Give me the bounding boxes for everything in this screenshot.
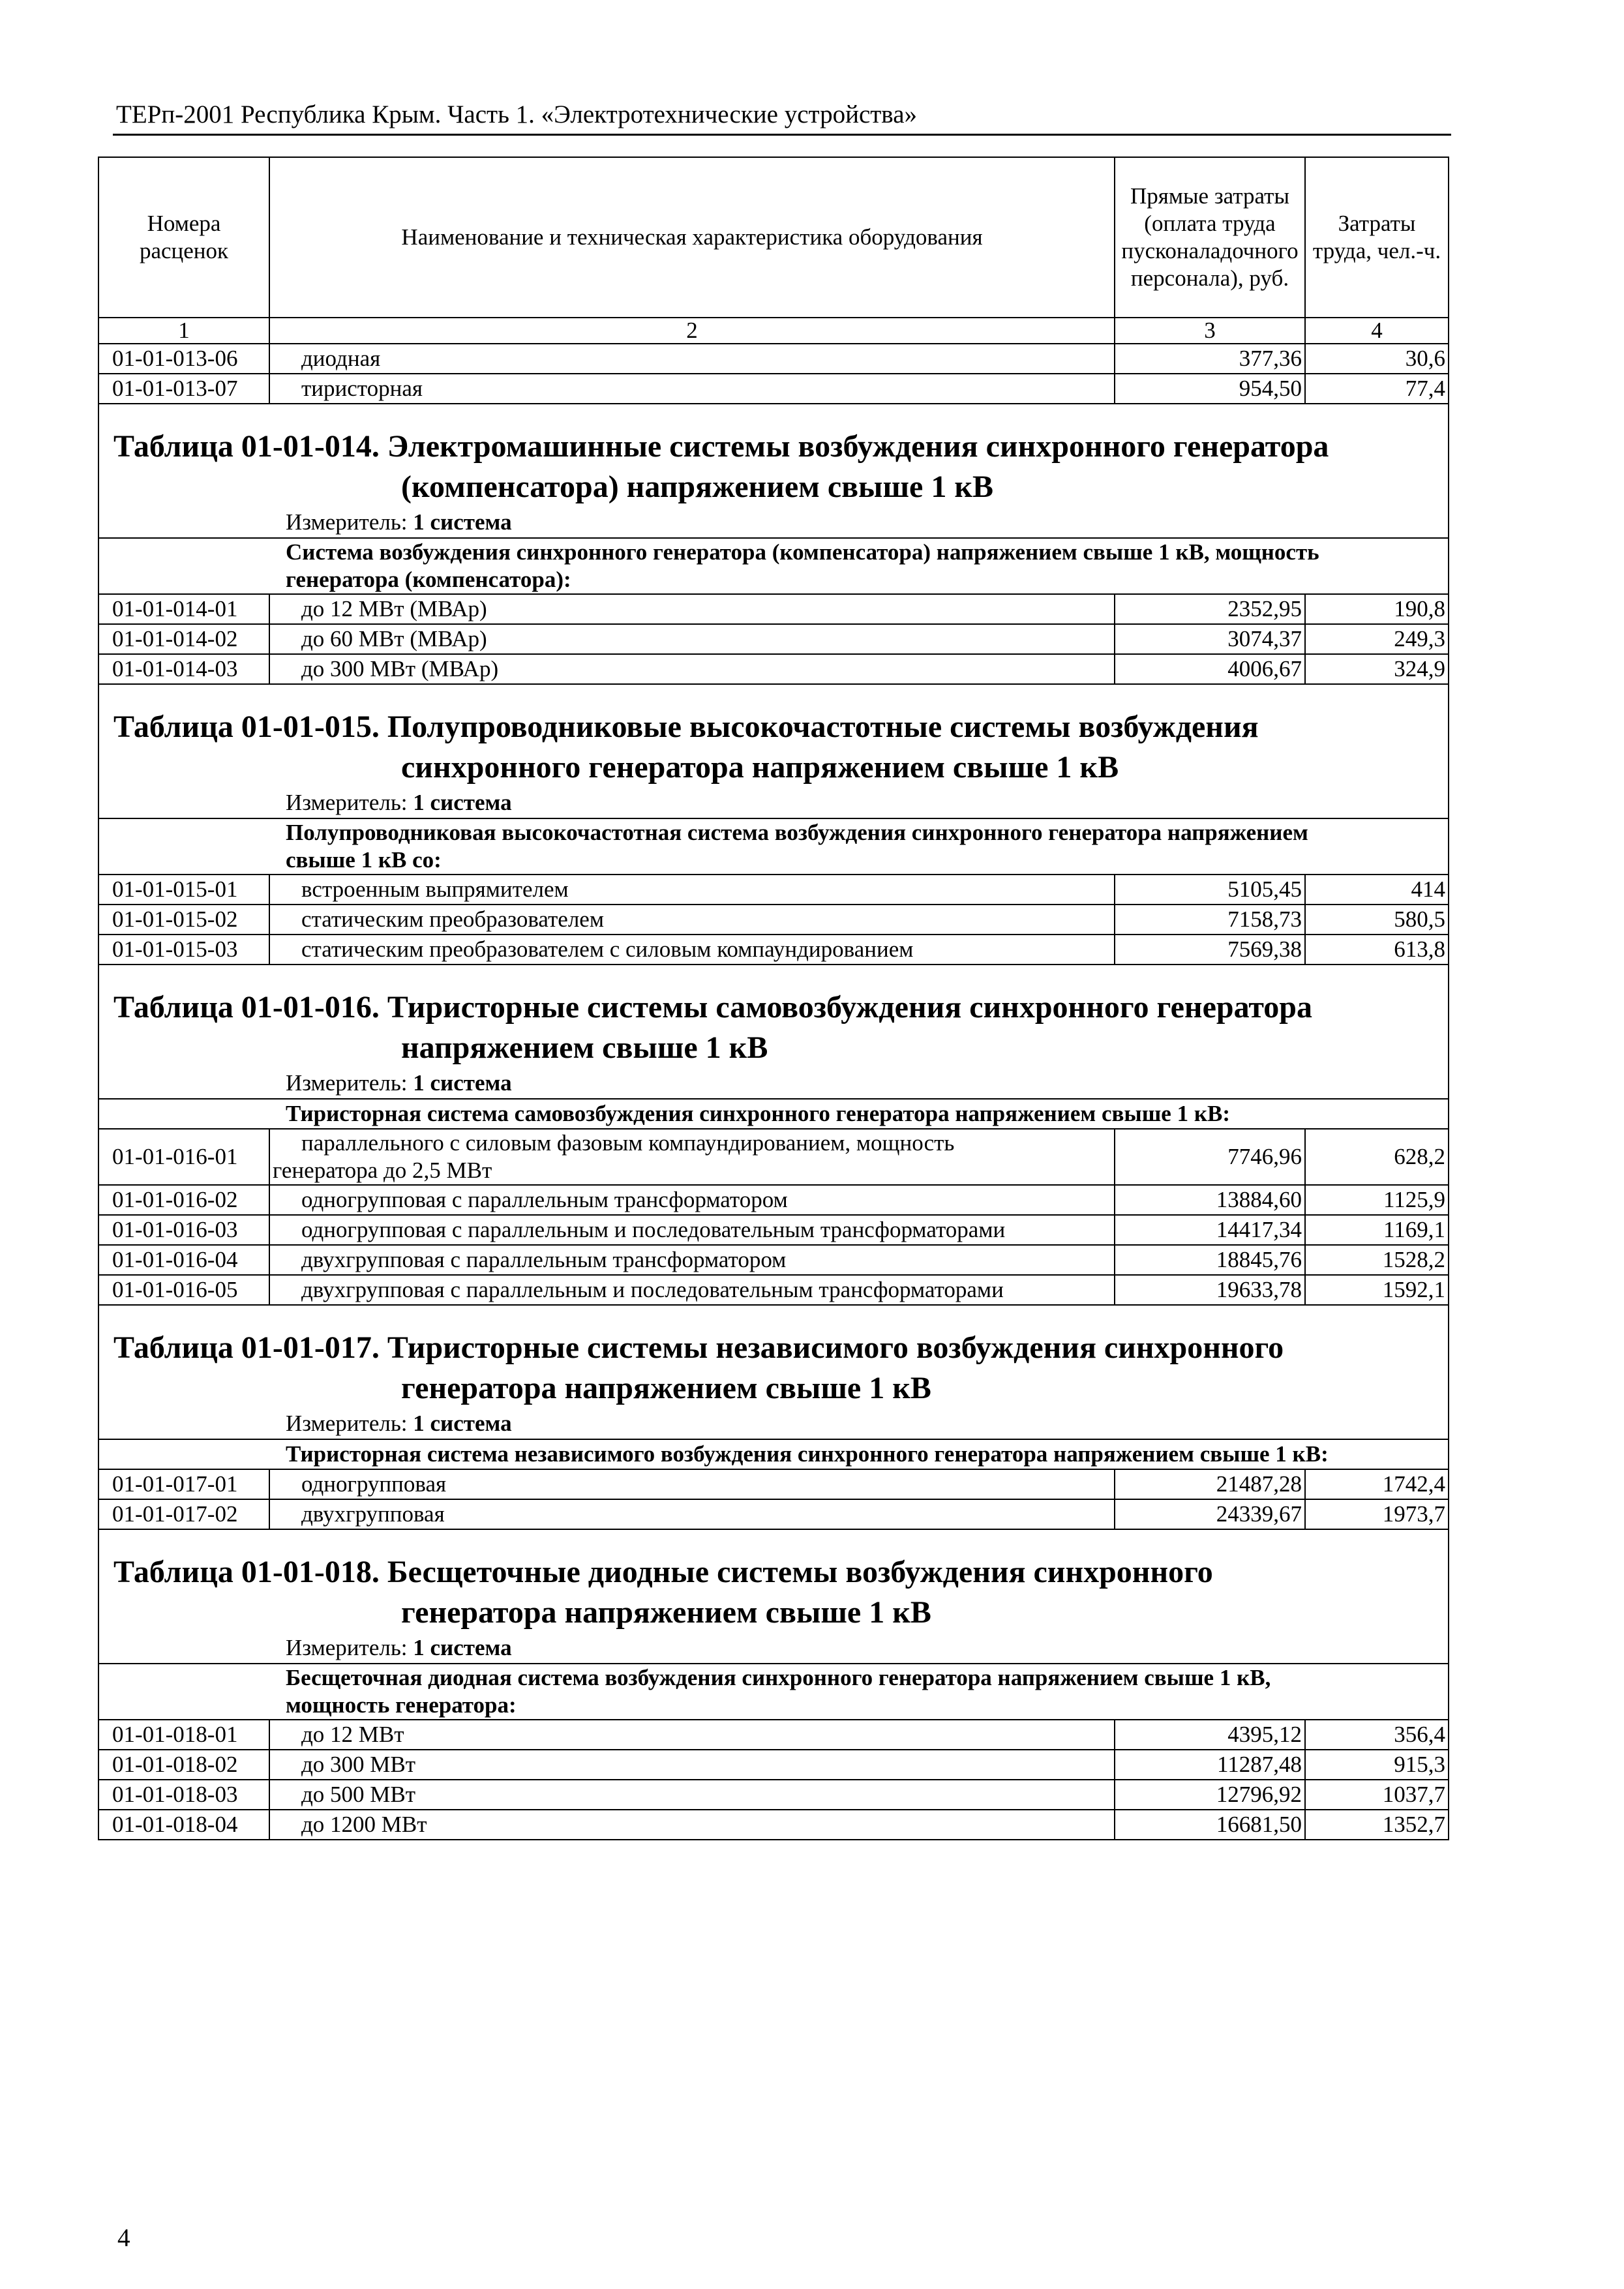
rate-cost: 14417,34 xyxy=(1115,1215,1305,1245)
rate-code: 01-01-016-04 xyxy=(98,1245,269,1275)
table-title xyxy=(98,965,1449,1068)
table-row xyxy=(98,1275,1449,1305)
rate-labor: 414 xyxy=(1305,875,1449,905)
meter-value: 1 система xyxy=(413,790,512,815)
meter-value: 1 система xyxy=(413,1411,512,1436)
table-row xyxy=(98,344,1449,374)
rate-cost: 3074,37 xyxy=(1115,624,1305,654)
rate-labor: 580,5 xyxy=(1305,905,1449,935)
rate-name: двухгрупповая с параллельным и последовательным трансформаторами xyxy=(269,1275,1115,1305)
rate-name: до 1200 МВт xyxy=(269,1810,1115,1840)
table-row xyxy=(98,654,1449,684)
meter-label: Измеритель: xyxy=(286,1070,408,1096)
meter-label: Измеритель: xyxy=(286,509,408,535)
table-row xyxy=(98,1499,1449,1529)
table-title-row xyxy=(98,684,1449,788)
rate-labor: 190,8 xyxy=(1305,594,1449,624)
rate-code: 01-01-014-01 xyxy=(98,594,269,624)
table-title-continuation: генератора напряжением свыше 1 кВ xyxy=(401,1595,931,1630)
rate-cost: 377,36 xyxy=(1115,344,1305,374)
table-title-line: Таблица 01-01-017. Тиристорные системы независимого возбуждения синхронного xyxy=(113,1330,1284,1365)
rate-name: диодная xyxy=(269,344,1115,374)
header-labor-column: Затраты труда, чел.-ч. xyxy=(1305,157,1449,318)
table-title-row xyxy=(98,965,1449,1068)
rate-code: 01-01-015-01 xyxy=(98,875,269,905)
table-row xyxy=(98,1810,1449,1840)
group-heading xyxy=(98,1099,1449,1129)
table-title xyxy=(98,684,1449,788)
rate-name: одногрупповая с параллельным и последовательным трансформаторами xyxy=(269,1215,1115,1245)
header-code-column: Номера расценок xyxy=(98,157,269,318)
table-title-line: Таблица 01-01-018. Бесщеточные диодные системы возбуждения синхронного xyxy=(113,1555,1213,1589)
rate-name: до 12 МВт xyxy=(269,1720,1115,1750)
rate-labor: 1528,2 xyxy=(1305,1245,1449,1275)
table-title-continuation: напряжением свыше 1 кВ xyxy=(401,1030,768,1065)
group-heading xyxy=(98,1439,1449,1469)
rate-cost: 7569,38 xyxy=(1115,935,1305,965)
rate-cost: 5105,45 xyxy=(1115,875,1305,905)
meter xyxy=(98,1409,1449,1439)
rate-name: статическим преобразователем xyxy=(269,905,1115,935)
rates-table xyxy=(98,157,1449,1840)
column-number: 4 xyxy=(1305,318,1449,344)
table-title-line: Таблица 01-01-014. Электромашинные системы возбуждения синхронного генератора xyxy=(113,429,1329,464)
table-title-row xyxy=(98,404,1449,507)
table-title-continuation: (компенсатора) напряжением свыше 1 кВ xyxy=(401,470,994,504)
rate-cost: 21487,28 xyxy=(1115,1469,1305,1499)
rate-labor: 1125,9 xyxy=(1305,1185,1449,1215)
rate-labor: 1973,7 xyxy=(1305,1499,1449,1529)
group-heading-line: Бесщеточная диодная система возбуждения синхронного генератора напряжением свыше 1 кВ, xyxy=(286,1665,1271,1690)
group-heading-continuation: генератора (компенсатора): xyxy=(286,567,571,592)
rate-code: 01-01-018-02 xyxy=(98,1750,269,1780)
meter-row xyxy=(98,1068,1449,1099)
rate-labor: 30,6 xyxy=(1305,344,1449,374)
rate-code: 01-01-018-04 xyxy=(98,1810,269,1840)
group-row xyxy=(98,1664,1449,1720)
rate-name: статическим преобразователем с силовым компаундированием xyxy=(269,935,1115,965)
meter xyxy=(98,1633,1449,1664)
rate-cost: 16681,50 xyxy=(1115,1810,1305,1840)
table-title xyxy=(98,1305,1449,1409)
table-title xyxy=(98,404,1449,507)
rate-name: до 60 МВт (МВАр) xyxy=(269,624,1115,654)
group-row xyxy=(98,1439,1449,1469)
table-title-line: Таблица 01-01-016. Тиристорные системы самовозбуждения синхронного генератора xyxy=(113,990,1312,1025)
rate-code: 01-01-013-06 xyxy=(98,344,269,374)
rate-cost: 13884,60 xyxy=(1115,1185,1305,1215)
rate-cost: 18845,76 xyxy=(1115,1245,1305,1275)
page-number: 4 xyxy=(117,2224,130,2252)
group-heading xyxy=(98,818,1449,875)
rate-code: 01-01-017-01 xyxy=(98,1469,269,1499)
rate-name: двухгрупповая с параллельным трансформатором xyxy=(269,1245,1115,1275)
table-row xyxy=(98,935,1449,965)
rate-labor: 324,9 xyxy=(1305,654,1449,684)
rate-code: 01-01-018-03 xyxy=(98,1780,269,1810)
rate-labor: 249,3 xyxy=(1305,624,1449,654)
group-heading-line: Полупроводниковая высокочастотная система возбуждения синхронного генератора напряжением xyxy=(286,820,1308,845)
rate-code: 01-01-018-01 xyxy=(98,1720,269,1750)
rate-code: 01-01-016-02 xyxy=(98,1185,269,1215)
rate-labor: 1169,1 xyxy=(1305,1215,1449,1245)
table-row xyxy=(98,1185,1449,1215)
meter xyxy=(98,1068,1449,1099)
rate-cost: 954,50 xyxy=(1115,374,1305,404)
table-row xyxy=(98,1215,1449,1245)
rate-name: встроенным выпрямителем xyxy=(269,875,1115,905)
meter-value: 1 система xyxy=(413,1635,512,1660)
meter-row xyxy=(98,1633,1449,1664)
rate-cost: 11287,48 xyxy=(1115,1750,1305,1780)
table-row xyxy=(98,594,1449,624)
rate-cost: 24339,67 xyxy=(1115,1499,1305,1529)
table-row xyxy=(98,875,1449,905)
rate-cost: 4395,12 xyxy=(1115,1720,1305,1750)
rate-labor: 77,4 xyxy=(1305,374,1449,404)
rate-name: двухгрупповая xyxy=(269,1499,1115,1529)
rate-labor: 1592,1 xyxy=(1305,1275,1449,1305)
rate-name: одногрупповая с параллельным трансформатором xyxy=(269,1185,1115,1215)
meter-label: Измеритель: xyxy=(286,1411,408,1436)
table-row xyxy=(98,1469,1449,1499)
meter-label: Измеритель: xyxy=(286,790,408,815)
group-heading-line: Тиристорная система независимого возбуждения синхронного генератора напряжением свыше 1 кВ: xyxy=(286,1441,1329,1467)
group-row xyxy=(98,1099,1449,1129)
rate-name: до 12 МВт (МВАр) xyxy=(269,594,1115,624)
table-title-row xyxy=(98,1529,1449,1633)
rate-labor: 1742,4 xyxy=(1305,1469,1449,1499)
group-heading-line: Система возбуждения синхронного генератора (компенсатора) напряжением свыше 1 кВ, мощность xyxy=(286,539,1319,565)
group-heading-line: Тиристорная система самовозбуждения синхронного генератора напряжением свыше 1 кВ: xyxy=(286,1101,1231,1126)
column-headers xyxy=(98,157,1449,318)
meter-row xyxy=(98,1409,1449,1439)
rate-labor: 613,8 xyxy=(1305,935,1449,965)
table-row xyxy=(98,1780,1449,1810)
meter xyxy=(98,788,1449,818)
rate-labor: 1352,7 xyxy=(1305,1810,1449,1840)
group-heading xyxy=(98,538,1449,594)
table-title xyxy=(98,1529,1449,1633)
column-number: 1 xyxy=(98,318,269,344)
group-row xyxy=(98,538,1449,594)
table-row xyxy=(98,624,1449,654)
rate-code: 01-01-014-02 xyxy=(98,624,269,654)
rate-cost: 7158,73 xyxy=(1115,905,1305,935)
rate-code: 01-01-017-02 xyxy=(98,1499,269,1529)
column-number: 2 xyxy=(269,318,1115,344)
column-number: 3 xyxy=(1115,318,1305,344)
group-heading-continuation: свыше 1 кВ со: xyxy=(286,847,442,873)
meter-value: 1 система xyxy=(413,509,512,535)
header-name-column: Наименование и техническая характеристика оборудования xyxy=(269,157,1115,318)
rate-name: до 300 МВт xyxy=(269,1750,1115,1780)
header-rule xyxy=(113,134,1451,136)
rate-cost: 12796,92 xyxy=(1115,1780,1305,1810)
rate-code: 01-01-015-02 xyxy=(98,905,269,935)
meter xyxy=(98,507,1449,538)
rate-name: до 300 МВт (МВАр) xyxy=(269,654,1115,684)
rate-code: 01-01-016-01 xyxy=(98,1129,269,1185)
rate-cost: 7746,96 xyxy=(1115,1129,1305,1185)
rate-code: 01-01-016-05 xyxy=(98,1275,269,1305)
table-row xyxy=(98,1720,1449,1750)
table-row xyxy=(98,1750,1449,1780)
table-row xyxy=(98,905,1449,935)
table-row xyxy=(98,1129,1449,1185)
table-row xyxy=(98,1245,1449,1275)
meter-label: Измеритель: xyxy=(286,1635,408,1660)
group-heading xyxy=(98,1664,1449,1720)
rate-name: до 500 МВт xyxy=(269,1780,1115,1810)
rate-name: одногрупповая xyxy=(269,1469,1115,1499)
table-row xyxy=(98,374,1449,404)
rate-labor: 1037,7 xyxy=(1305,1780,1449,1810)
rate-name xyxy=(269,1129,1115,1185)
group-row xyxy=(98,818,1449,875)
meter-value: 1 система xyxy=(413,1070,512,1096)
page-header: ТЕРп-2001 Республика Крым. Часть 1. «Электротехнические устройства» xyxy=(116,100,918,128)
rate-cost: 2352,95 xyxy=(1115,594,1305,624)
rate-name-continuation: генератора до 2,5 МВт xyxy=(273,1158,492,1183)
rate-name: тиристорная xyxy=(269,374,1115,404)
meter-row xyxy=(98,507,1449,538)
group-heading-continuation: мощность генератора: xyxy=(286,1692,517,1718)
rate-labor: 628,2 xyxy=(1305,1129,1449,1185)
rate-code: 01-01-013-07 xyxy=(98,374,269,404)
header-cost-column: Прямые затраты (оплата труда пусконаладочного персонала), руб. xyxy=(1115,157,1305,318)
rate-cost: 19633,78 xyxy=(1115,1275,1305,1305)
table-title-line: Таблица 01-01-015. Полупроводниковые высокочастотные системы возбуждения xyxy=(113,710,1259,744)
column-numbers xyxy=(98,318,1449,344)
table-title-row xyxy=(98,1305,1449,1409)
rate-code: 01-01-015-03 xyxy=(98,935,269,965)
rate-cost: 4006,67 xyxy=(1115,654,1305,684)
meter-row xyxy=(98,788,1449,818)
rate-name-line: параллельного с силовым фазовым компаундированием, мощность xyxy=(301,1130,955,1156)
rate-code: 01-01-014-03 xyxy=(98,654,269,684)
rate-code: 01-01-016-03 xyxy=(98,1215,269,1245)
rate-labor: 356,4 xyxy=(1305,1720,1449,1750)
rate-labor: 915,3 xyxy=(1305,1750,1449,1780)
table-title-continuation: синхронного генератора напряжением свыше 1 кВ xyxy=(401,750,1119,785)
table-title-continuation: генератора напряжением свыше 1 кВ xyxy=(401,1371,931,1405)
